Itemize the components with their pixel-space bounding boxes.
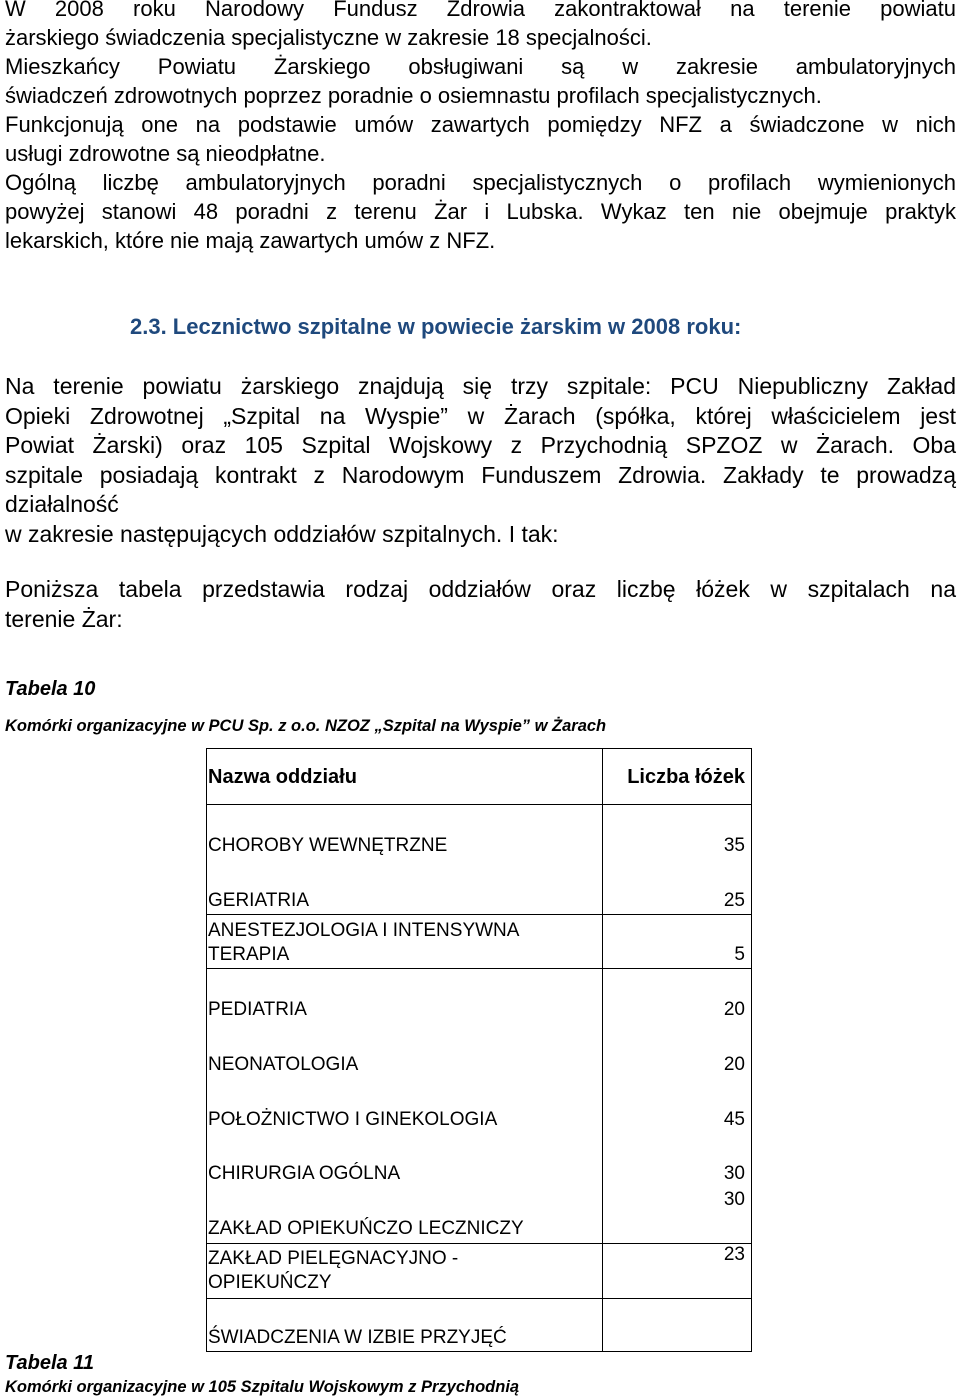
table-11-caption: Tabela 11 bbox=[5, 1352, 94, 1374]
table-row-name: PEDIATRIA bbox=[208, 999, 307, 1020]
table-row-divider bbox=[207, 1298, 751, 1299]
intro-line: świadczeń zdrowotnych poprzez poradnie o osiemnastu profilach specjalistycznych. bbox=[5, 83, 822, 108]
table-row-value: 45 bbox=[723, 1109, 745, 1130]
table-row-name: GERIATRIA bbox=[208, 890, 309, 911]
table-row-name: ŚWIADCZENIA W IZBIE PRZYJĘĆ bbox=[208, 1327, 507, 1348]
hospitals-line: Powiat Żarski) oraz 105 Szpital Wojskowy z Przychodnią SPZOZ w Żarach. Oba bbox=[5, 432, 956, 458]
table-row-value: 20 bbox=[723, 1054, 745, 1075]
table-row-name: NEONATOLOGIA bbox=[208, 1054, 359, 1075]
intro-line: lekarskich, które nie mają zawartych umów z NFZ. bbox=[5, 228, 496, 253]
intro-line: usługi zdrowotne są nieodpłatne. bbox=[5, 141, 326, 166]
table-row-name: ZAKŁAD PIELĘGNACYJNO - bbox=[208, 1248, 459, 1269]
intro-paragraph bbox=[5, 0, 956, 255]
hospitals-line: w zakresie następujących oddziałów szpitalnych. I tak: bbox=[5, 520, 559, 547]
hospitals-paragraph bbox=[5, 372, 956, 549]
intro-line: Ogólną liczbę ambulatoryjnych poradni specjalistycznych o profilach wymienionych bbox=[5, 170, 956, 195]
hospitals-line: Na terenie powiatu żarskiego znajdują się trzy szpitale: PCU Niepubliczny Zakład bbox=[5, 373, 956, 399]
table-row-value: 30 bbox=[723, 1189, 745, 1210]
table-intro-line: terenie Żar: bbox=[5, 605, 123, 632]
table-row-value: 30 bbox=[723, 1163, 745, 1184]
hospitals-line: szpitale posiadają kontrakt z Narodowym Funduszem Zdrowia. Zakłady te prowadzą bbox=[5, 461, 956, 488]
table-row-divider bbox=[207, 804, 751, 805]
table-intro-paragraph bbox=[5, 575, 956, 634]
table-10-subcaption: Komórki organizacyjne w PCU Sp. z o.o. NZOZ „Szpital na Wyspie” w Żarach bbox=[5, 717, 607, 735]
intro-line: żarskiego świadczenia specjalistyczne w zakresie 18 specjalności. bbox=[5, 25, 652, 50]
intro-line: Funkcjonują one na podstawie umów zawartych pomiędzy NFZ a świadczone w nich bbox=[5, 112, 956, 137]
table-row-divider bbox=[207, 914, 751, 915]
table-header-value: Liczba łóżek bbox=[627, 766, 745, 788]
wards-table bbox=[206, 748, 752, 1352]
table-row-divider bbox=[207, 968, 751, 969]
table-row-value: 5 bbox=[734, 944, 745, 965]
intro-line: W 2008 roku Narodowy Fundusz Zdrowia zakontraktował na terenie powiatu bbox=[5, 0, 956, 21]
table-row-value: 20 bbox=[723, 999, 745, 1020]
intro-line: Mieszkańcy Powiatu Żarskiego obsługiwani są w zakresie ambulatoryjnych bbox=[5, 54, 956, 79]
table-row-name: ZAKŁAD OPIEKUŃCZO LECZNICZY bbox=[208, 1218, 524, 1239]
table-row-name: OPIEKUŃCZY bbox=[208, 1272, 332, 1293]
hospitals-line: działalność bbox=[5, 491, 119, 517]
table-row-name: CHIRURGIA OGÓLNA bbox=[208, 1163, 401, 1184]
table-row-name: POŁOŻNICTWO I GINEKOLOGIA bbox=[208, 1109, 498, 1130]
table-header-name: Nazwa oddziału bbox=[208, 766, 357, 788]
table-row-value: 35 bbox=[723, 835, 745, 856]
table-row-name: ANESTEZJOLOGIA I INTENSYWNA bbox=[208, 920, 520, 941]
table-row-value: 25 bbox=[723, 890, 745, 911]
table-row-name: CHOROBY WEWNĘTRZNE bbox=[208, 835, 448, 856]
hospitals-line: Opieki Zdrowotnej „Szpital na Wyspie” w Żarach (spółka, której właścicielem jest bbox=[5, 402, 956, 429]
table-row-value: 23 bbox=[723, 1244, 745, 1265]
table-10-caption: Tabela 10 bbox=[5, 678, 96, 700]
table-intro-line: Poniższa tabela przedstawia rodzaj oddziałów oraz liczbę łóżek w szpitalach na bbox=[5, 576, 956, 602]
table-row-name: TERAPIA bbox=[208, 944, 290, 965]
section-heading: 2.3. Lecznictwo szpitalne w powiecie żarskim w 2008 roku: bbox=[130, 314, 742, 339]
intro-line: powyżej stanowi 48 poradni z terenu Żar i Lubska. Wykaz ten nie obejmuje praktyk bbox=[5, 199, 956, 224]
table-column-divider bbox=[602, 749, 603, 1351]
table-11-subcaption: Komórki organizacyjne w 105 Szpitalu Wojskowym z Przychodnią bbox=[5, 1378, 520, 1396]
